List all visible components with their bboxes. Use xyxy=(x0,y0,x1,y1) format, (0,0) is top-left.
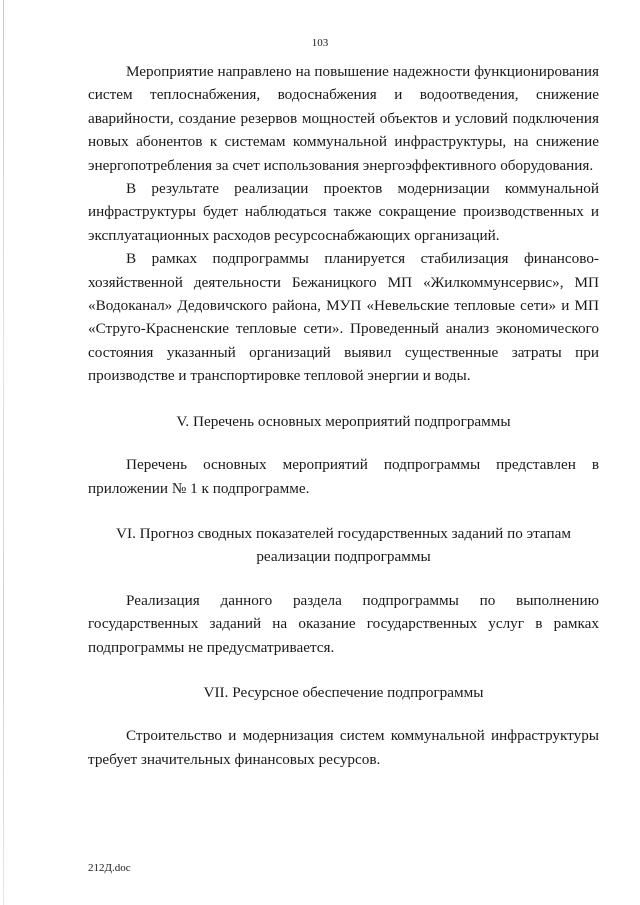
section-5-heading: V. Перечень основных мероприятий подпрограммы xyxy=(176,412,511,430)
section-6-text: Реализация данного раздела подпрограммы по выполнению государственных заданий на оказание государственных услуг в рамках подпрограммы не предусматривается. xyxy=(88,591,599,656)
paragraph-measure-purpose: Мероприятие направлено на повышение надежности функционирования систем теплоснабжения, водоснабжения и водоотведения, снижение аварийности, создание резервов мощностей объектов и условий подключения новых абонентов к системам коммунальной инфраструктуры, на снижение энергопотребления за счет использования энергоэффективного оборудования. xyxy=(88,63,599,174)
page-number: 103 xyxy=(311,37,329,49)
section-6-heading-line2: реализации подпрограммы xyxy=(256,548,431,566)
section-7-heading: VII. Ресурсное обеспечение подпрограммы xyxy=(203,683,484,701)
footer-filename: 212Д.doc xyxy=(88,862,131,874)
paragraph-modernization-result: В результате реализации проектов модернизации коммунальной инфраструктуры будет наблюдаться также сокращение производственных и эксплуатационных расходов ресурсоснабжающих организаций. xyxy=(88,180,599,244)
scan-edge xyxy=(3,0,4,905)
section-6-heading-line1: VI. Прогноз сводных показателей государственных заданий по этапам xyxy=(116,524,571,542)
section-5-text: Перечень основных мероприятий подпрограммы представлен в приложении № 1 к подпрограмме. xyxy=(88,456,599,497)
section-7-text: Строительство и модернизация систем коммунальной инфраструктуры требует значительных финансовых ресурсов. xyxy=(88,727,599,768)
paragraph-stabilization: В рамках подпрограммы планируется стабилизация финансово-хозяйственной деятельности Бежаницкого МП «Жилкоммунсервис», МП «Водоканал» Дедовичского района, МУП «Невельские тепловые сети» и МП «Струго-Красненские тепловые сети». Проведенный анализ экономического состояния указанный организаций выявил существенные затраты при производстве и транспортировке тепловой энергии и воды. xyxy=(88,250,599,385)
document-body xyxy=(88,60,599,771)
